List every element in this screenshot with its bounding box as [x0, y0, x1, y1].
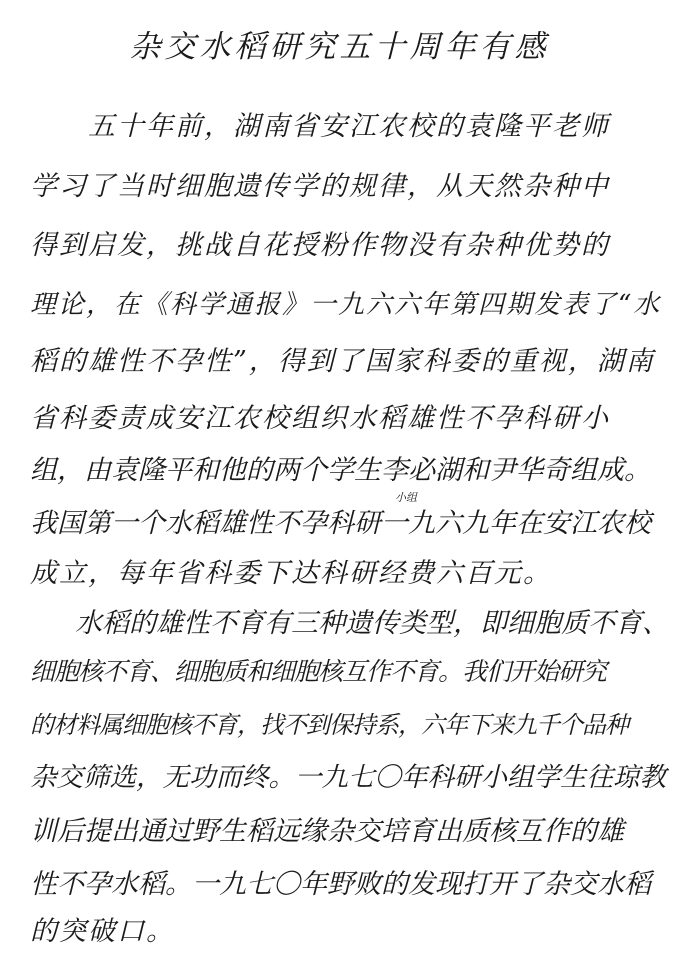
text-line: 水稻的雄性不育有三种遗传类型，即细胞质不育、 [75, 608, 669, 639]
text-line: 细胞核不育、细胞质和细胞核互作不育。我们开始研究 [30, 657, 607, 686]
text-line: 五十年前，湖南省安江农校的袁隆平老师 [88, 111, 610, 142]
text-line: 学习了当时细胞遗传学的规律，从天然杂种中 [30, 171, 610, 202]
text-line: 杂交筛选，无功而终。一九七〇年科研小组学生往琼教 [30, 762, 666, 793]
text-line: 得到启发，挑战自花授粉作物没有杂种优势的 [30, 230, 610, 261]
inserted-note: 小组 [395, 491, 417, 504]
text-line: 训后提出通过野生稻远缘杂交培育出质核互作的雄 [30, 816, 624, 847]
text-line: 的材料属细胞核不育，找不到保持系，六年下来九千个品种 [30, 711, 628, 739]
text-line: 省科委责成安江农校组织水稻雄性不孕科研小 [30, 403, 610, 434]
page-title: 杂交水稻研究五十周年有感 [129, 29, 550, 65]
text-line: 组，由袁隆平和他的两个学生李必湖和尹华奇组成。 [30, 455, 651, 486]
text-line: 成立，每年省科委下达科研经费六百元。 [30, 558, 552, 589]
text-line: 稻的雄性不孕性”，得到了国家科委的重视，湖南 [30, 346, 655, 377]
text-line: 理论，在《科学通报》一九六六年第四期发表了“水 [30, 290, 662, 320]
text-line: 的突破口。 [30, 916, 175, 947]
text-line: 性不孕水稻。一九七〇年野败的发现打开了杂交水稻 [30, 869, 651, 900]
text-line: 我国第一个水稻雄性不孕科研一九六九年在安江农校 [30, 508, 651, 539]
